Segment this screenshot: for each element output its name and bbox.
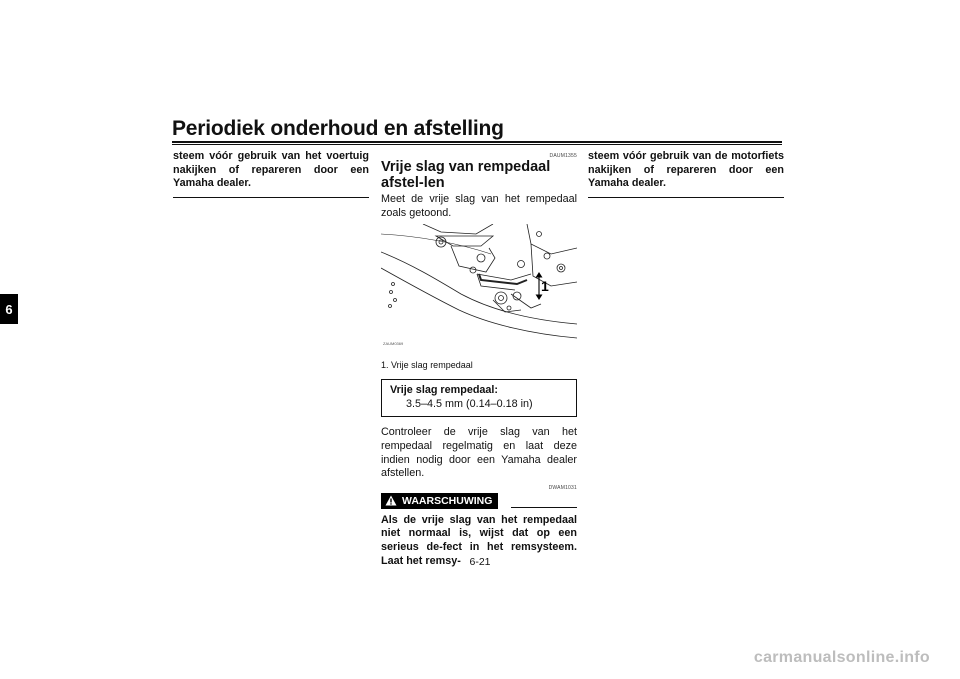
spec-value: 3.5–4.5 mm (0.14–0.18 in) [406, 397, 533, 410]
figure-callout-1: 1 [541, 278, 549, 295]
column-left [173, 150, 369, 198]
brake-pedal-illustration [381, 224, 577, 350]
section-code: DAUM1355 [549, 153, 577, 159]
warning-continuation-right: steem vóór gebruik van de motorfiets nakijken of repareren door een Yamaha dealer. [588, 150, 784, 190]
title-rule-thin [172, 144, 782, 145]
warning-header [381, 493, 577, 509]
warning-end-rule-right [588, 197, 784, 198]
page-title: Periodiek onderhoud en afstelling [172, 117, 504, 140]
figure-caption: 1. Vrije slag rempedaal [381, 360, 473, 371]
column-right [588, 150, 784, 198]
warning-label: WAARSCHUWING [402, 494, 493, 507]
warning-end-rule [173, 197, 369, 198]
inspection-text: Controleer de vrije slag van het rempedaal regelmatig en laat deze indien nodig door een Yamaha dealer afstellen. [381, 426, 577, 480]
page-number: 6-21 [469, 556, 491, 568]
intro-text: Meet de vrije slag van het rempedaal zoals getoond. [381, 193, 577, 219]
figure-code: ZAUM0369 [383, 341, 404, 347]
warning-code: DWAM1031 [548, 484, 577, 491]
column-middle [381, 150, 577, 568]
warning-text: Als de vrije slag van het rempedaal niet normaal is, wijst dat op een serieus de-fect in het remsysteem. Laat het remsy- [381, 513, 577, 567]
warning-continuation-left: steem vóór gebruik van het voertuig nakijken of repareren door een Yamaha dealer. [173, 150, 369, 190]
chapter-tab: 6 [0, 294, 18, 324]
warning-badge [381, 493, 498, 509]
warning-header-rule [511, 507, 577, 508]
warning-triangle-icon [385, 495, 397, 506]
title-rule [172, 141, 782, 143]
section-heading: Vrije slag van rempedaal afstel-len [381, 159, 551, 191]
spec-box [381, 379, 577, 417]
spec-label: Vrije slag rempedaal: [390, 384, 499, 397]
watermark: carmanualsonline.info [753, 649, 930, 666]
